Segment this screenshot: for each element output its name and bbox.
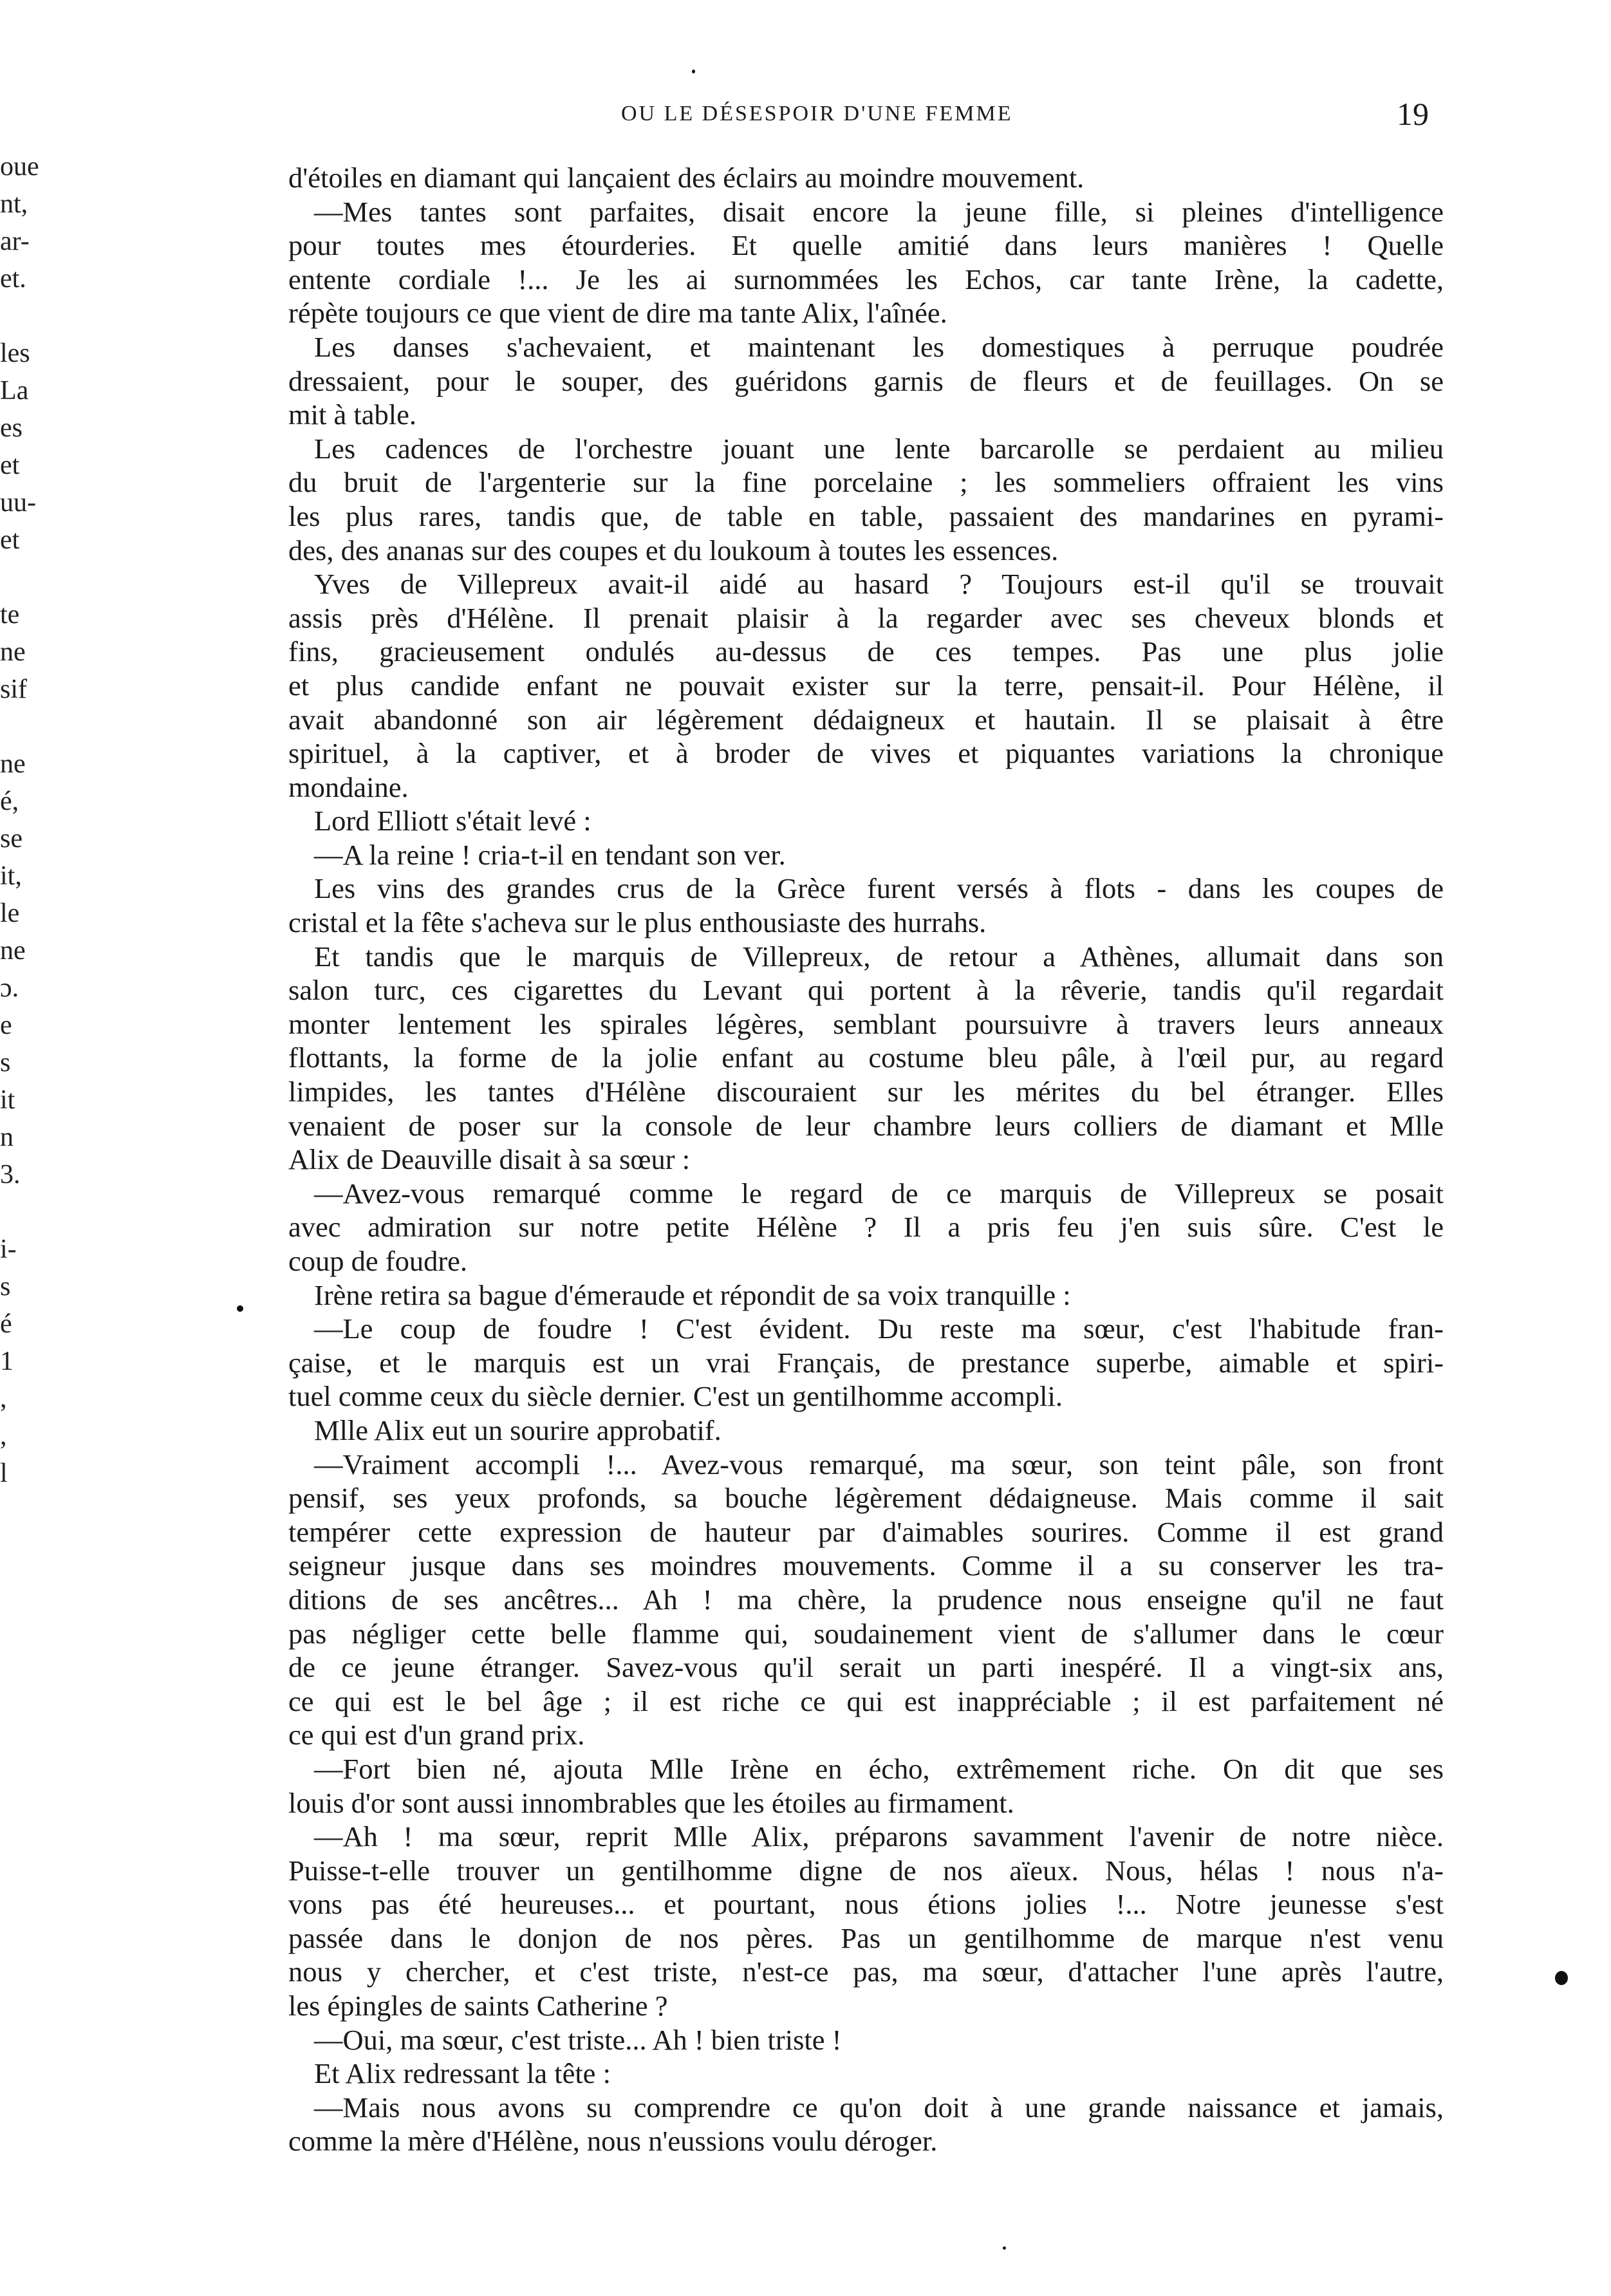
text-line: répète toujours ce que vient de dire ma tante Alix, l'aînée. [288, 297, 947, 330]
text-line: —Mes tantes sont parfaites, disait encore la jeune fille, si pleines d'intelligence [314, 195, 1444, 228]
scan-speck [692, 70, 695, 73]
text-line: —Mais nous avons su comprendre ce qu'on doit à une grande naissance et jamais, [314, 2091, 1444, 2123]
text-line: louis d'or sont aussi innombrables que les étoiles au firmament. [288, 1786, 1014, 1819]
text-line: assis près d'Hélène. Il prenait plaisir à la regarder avec ses cheveux blonds et [288, 601, 1444, 634]
text-line: —Oui, ma sœur, c'est triste... Ah ! bien triste ! [314, 2023, 842, 2056]
bleed-fragment: i- [0, 1235, 17, 1264]
text-line: avec admiration sur notre petite Hélène ? Il a pris feu j'en suis sûre. C'est le [288, 1211, 1444, 1244]
text-line: fins, gracieusement ondulés au-dessus de ces tempes. Pas une plus jolie [288, 635, 1444, 668]
text-line: pas négliger cette belle flamme qui, soudainement vient de s'allumer dans le cœur [288, 1617, 1444, 1650]
bleed-fragment: le [0, 899, 20, 928]
text-line: du bruit de l'argenterie sur la fine porcelaine ; les sommeliers offraient les vins [288, 466, 1444, 499]
text-line: —Avez-vous remarqué comme le regard de ce marquis de Villepreux se posait [314, 1177, 1444, 1209]
text-line: tempérer cette expression de hauteur par d'aimables sourires. Comme il est grand [288, 1515, 1444, 1548]
previous-page-bleed [0, 148, 64, 1492]
bleed-fragment: ne [0, 749, 26, 779]
text-line: ditions de ses ancêtres... Ah ! ma chère, la prudence nous enseigne qu'il ne faut [288, 1583, 1444, 1616]
bleed-fragment: 3. [0, 1160, 21, 1190]
text-line: Les danses s'achevaient, et maintenant les domestiques à perruque poudrée [314, 330, 1444, 363]
bleed-fragment: et [0, 525, 20, 555]
bleed-fragment: La [0, 376, 29, 406]
text-line: Mlle Alix eut un sourire approbatif. [314, 1414, 722, 1446]
text-line: pour toutes mes étourderies. Et quelle amitié dans leurs manières ! Quelle [288, 229, 1444, 262]
text-line: salon turc, ces cigarettes du Levant qui portent à la rêverie, tandis qu'il regardait [288, 974, 1444, 1007]
bleed-fragment: ne [0, 936, 26, 966]
text-line: coup de foudre. [288, 1245, 468, 1277]
bleed-fragment: sif [0, 675, 27, 704]
text-line: de ce jeune étranger. Savez-vous qu'il serait un parti inespéré. Il a vingt-six ans, [288, 1651, 1444, 1684]
text-line: nous y chercher, et c'est triste, n'est-ce pas, ma sœur, d'attacher l'une après l'autre, [288, 1955, 1444, 1988]
text-line: des, des ananas sur des coupes et du loukoum à toutes les essences. [288, 534, 1059, 566]
text-line: —Le coup de foudre ! C'est évident. Du reste ma sœur, c'est l'habitude fran- [314, 1312, 1444, 1345]
text-line: Et Alix redressant la tête : [314, 2057, 611, 2090]
text-line: mondaine. [288, 770, 409, 803]
text-line: Lord Elliott s'était levé : [314, 805, 591, 837]
bleed-fragment [0, 1193, 64, 1231]
text-line: venaient de poser sur la console de leur chambre leurs colliers de diamant et Mlle [288, 1109, 1444, 1142]
text-line: —A la reine ! cria-t-il en tendant son ver. [314, 838, 786, 871]
bleed-fragment: n [0, 1123, 14, 1152]
text-line: —Ah ! ma sœur, reprit Mlle Alix, préparons savamment l'avenir de notre nièce. [314, 1820, 1444, 1853]
text-line: Alix de Deauville disait à sa sœur : [288, 1143, 691, 1176]
bleed-fragment: 1 [0, 1347, 14, 1376]
text-line: Les cadences de l'orchestre jouant une lente barcarolle se perdaient au milieu [314, 432, 1444, 465]
text-line: Irène retira sa bague d'émeraude et répondit de sa voix tranquille : [314, 1278, 1071, 1311]
text-line: ce qui est d'un grand prix. [288, 1719, 585, 1751]
bleed-fragment: se [0, 824, 23, 854]
bleed-fragment: s [0, 1048, 11, 1078]
bleed-fragment: es [0, 413, 23, 443]
text-line: dressaient, pour le souper, des guéridons garnis de fleurs et de feuillages. On se [288, 364, 1444, 397]
text-line: et plus candide enfant ne pouvait exister sur la terre, pensait-il. Pour Hélène, il [288, 669, 1444, 702]
running-title: OU LE DÉSESPOIR D'UNE FEMME [621, 102, 1013, 126]
bleed-fragment: s [0, 1272, 11, 1302]
bleed-fragment: ɔ. [0, 973, 19, 1003]
bleed-fragment: uu- [0, 488, 36, 518]
bleed-fragment: , [0, 1421, 7, 1451]
text-line: les épingles de saints Catherine ? [288, 1990, 668, 2022]
bleed-fragment: et [0, 451, 20, 480]
text-line: —Vraiment accompli !... Avez-vous remarqué, ma sœur, son teint pâle, son front [314, 1448, 1444, 1480]
page-number: 19 [1397, 96, 1429, 132]
text-line: passée dans le donjon de nos pères. Pas un gentilhomme de marque n'est venu [288, 1921, 1444, 1954]
text-line: seigneur jusque dans ses moindres mouvements. Comme il a su conserver les tra- [288, 1549, 1444, 1582]
scan-speck [237, 1305, 243, 1312]
text-line: cristal et la fête s'acheva sur le plus enthousiaste des hurrahs. [288, 906, 987, 939]
bleed-fragment: oue [0, 152, 39, 182]
bleed-fragment [0, 559, 64, 596]
text-line: vons pas été heureuses... et pourtant, nous étions jolies !... Notre jeunesse s'est [288, 1888, 1444, 1921]
text-line: avait abandonné son air légèrement dédaigneux et hautain. Il se plaisait à être [288, 703, 1444, 736]
text-line: entente cordiale !... Je les ai surnommées les Echos, car tante Irène, la cadette, [288, 263, 1444, 295]
bleed-fragment: ar- [0, 227, 30, 256]
bleed-fragment: é [0, 1309, 12, 1339]
bleed-fragment: et. [0, 264, 26, 294]
bleed-fragment: é, [0, 787, 19, 816]
text-line: pensif, ses yeux profonds, sa bouche légèrement dédaigneuse. Mais comme il sait [288, 1482, 1444, 1515]
scan-speck [1003, 2246, 1006, 2250]
bleed-fragment: ne [0, 637, 26, 667]
text-line: spirituel, à la captiver, et à broder de vives et piquantes variations la chronique [288, 737, 1444, 770]
text-line: Puisse-t-elle trouver un gentilhomme digne de nos aïeux. Nous, hélas ! nous n'a- [288, 1854, 1444, 1887]
bleed-fragment: it [0, 1085, 15, 1115]
text-line: ce qui est le bel âge ; il est riche ce qui est inappréciable ; il est parfaitement né [288, 1685, 1444, 1717]
bleed-fragment: e [0, 1011, 12, 1040]
text-line: comme la mère d'Hélène, nous n'eussions voulu déroger. [288, 2125, 938, 2158]
text-line: Et tandis que le marquis de Villepreux, de retour a Athènes, allumait dans son [314, 940, 1444, 973]
running-header [0, 95, 1611, 140]
bleed-fragment: , [0, 1384, 7, 1414]
text-line: limpides, les tantes d'Hélène discouraient sur les mérites du bel étranger. Elles [288, 1076, 1444, 1108]
text-line: mit à table. [288, 398, 416, 431]
text-line: çaise, et le marquis est un vrai Français, de prestance superbe, aimable et spiri- [288, 1346, 1444, 1379]
text-line: Les vins des grandes crus de la Grèce furent versés à flots - dans les coupes de [314, 872, 1444, 905]
bleed-fragment: it, [0, 861, 22, 891]
text-line: Yves de Villepreux avait-il aidé au hasard ? Toujours est-il qu'il se trouvait [314, 568, 1444, 601]
bleed-fragment [0, 297, 64, 335]
page-body [288, 161, 1444, 2158]
bleed-fragment [0, 708, 64, 745]
text-line: d'étoiles en diamant qui lançaient des éclairs au moindre mouvement. [288, 162, 1085, 194]
bleed-fragment: l [0, 1459, 8, 1488]
text-line: flottants, la forme de la jolie enfant au costume bleu pâle, à l'œil pur, au regard [288, 1041, 1444, 1074]
bleed-fragment: te [0, 600, 20, 630]
text-line: monter lentement les spirales légères, semblant poursuivre à travers leurs anneaux [288, 1007, 1444, 1040]
text-line: —Fort bien né, ajouta Mlle Irène en écho, extrêmement riche. On dit que ses [314, 1752, 1444, 1785]
bleed-fragment: les [0, 339, 30, 368]
scan-speck [1555, 1971, 1568, 1985]
bleed-fragment: nt, [0, 189, 28, 219]
text-line: tuel comme ceux du siècle dernier. C'est un gentilhomme accompli. [288, 1380, 1063, 1413]
text-line: les plus rares, tandis que, de table en table, passaient des mandarines en pyrami- [288, 499, 1444, 532]
